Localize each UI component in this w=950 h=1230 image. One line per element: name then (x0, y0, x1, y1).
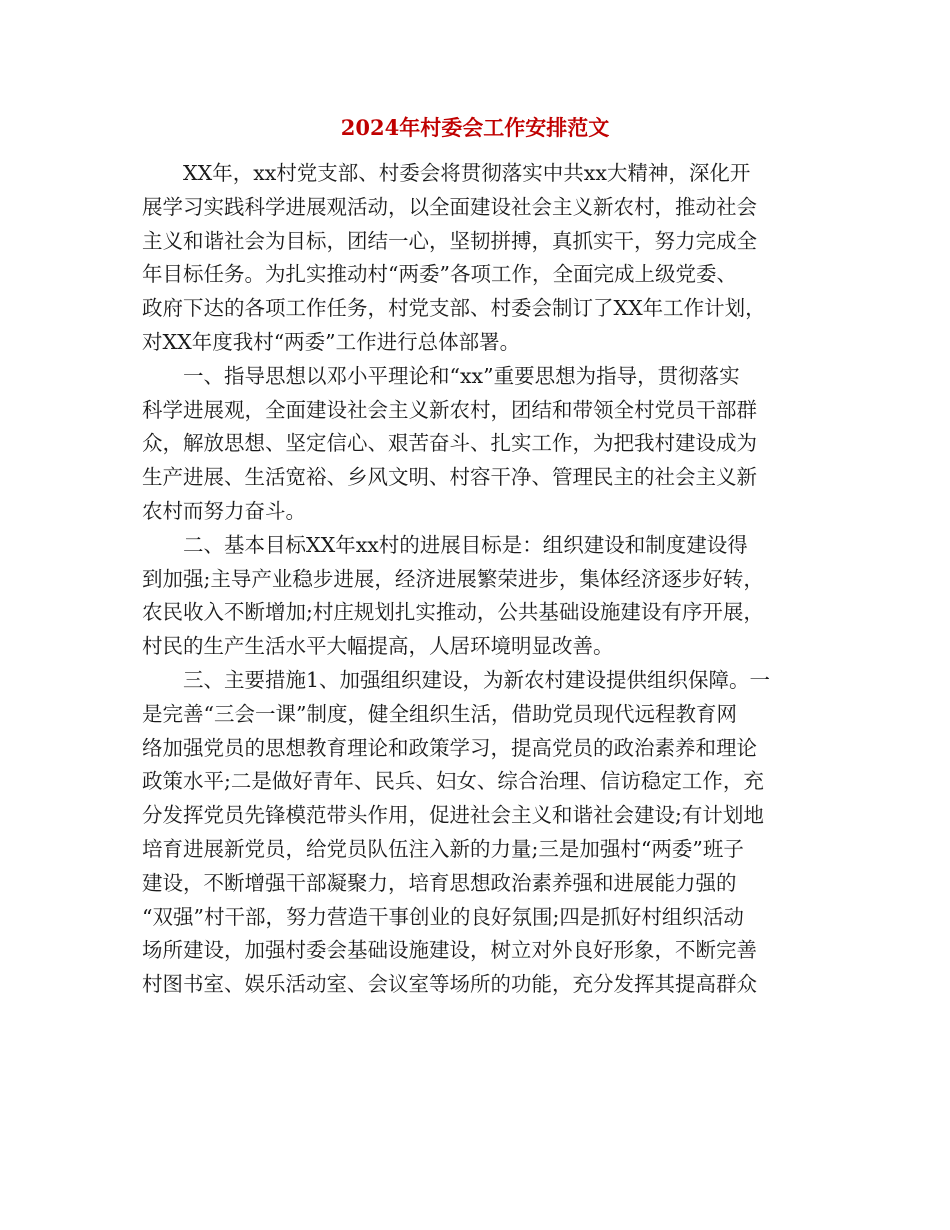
text-line: 众，解放思想、坚定信心、艰苦奋斗、扎实工作，为把我村建设成为 (142, 431, 757, 456)
text-line: 政策水平;二是做好青年、民兵、妇女、综合治理、信访稳定工作，充 (142, 769, 764, 794)
text-line: 一、指导思想以邓小平理论和“xx”重要思想为指导，贯彻落实 (183, 363, 740, 388)
text-line: 场所建设，加强村委会基础设施建设，树立对外良好形象，不断完善 (142, 938, 757, 963)
paragraph-main-measures (142, 664, 810, 1002)
text-line: 对XX年度我村“两委”工作进行总体部署。 (142, 329, 521, 354)
paragraph-basic-goals (142, 529, 810, 664)
document-title: 2024年村委会工作安排范文 (340, 115, 610, 140)
text-line: XX年，xx村党支部、村委会将贯彻落实中共xx大精神，深化开 (183, 161, 751, 185)
text-line: 村民的生产生活水平大幅提高，人居环境明显改善。 (142, 634, 614, 659)
text-line: “双强”村干部，努力营造干事创业的良好氛围;四是抓好村组织活动 (142, 904, 744, 929)
text-line: 是完善“三会一课”制度，健全组织生活，借助党员现代远程教育网 (142, 701, 737, 726)
text-line: 分发挥党员先锋模范带头作用，促进社会主义和谐社会建设;有计划地 (142, 803, 764, 828)
paragraph-guiding-ideology (142, 360, 810, 529)
text-line: 科学进展观，全面建设社会主义新农村，团结和带领全村党员干部群 (142, 397, 757, 422)
text-line: 培育进展新党员，给党员队伍注入新的力量;三是加强村“两委”班子 (142, 836, 744, 861)
text-line: 主义和谐社会为目标，团结一心，坚韧拼搏，真抓实干，努力完成全 (142, 228, 757, 253)
document-body (142, 157, 810, 1002)
text-line: 政府下达的各项工作任务，村党支部、村委会制订了XX年工作计划， (142, 296, 766, 321)
text-line: 络加强党员的思想教育理论和政策学习，提高党员的政治素养和理论 (142, 735, 757, 760)
text-line: 三、主要措施1、加强组织建设，为新农村建设提供组织保障。一 (183, 667, 771, 692)
text-line: 农村而努力奋斗。 (142, 498, 306, 523)
text-line: 二、基本目标XX年xx村的进展目标是：组织建设和制度建设得 (183, 532, 748, 557)
text-line: 到加强;主导产业稳步进展，经济进展繁荣进步，集体经济逐步好转， (142, 566, 764, 591)
paragraph-intro (142, 157, 810, 360)
text-line: 农民收入不断增加;村庄规划扎实推动，公共基础设施建设有序开展， (142, 600, 764, 625)
text-line: 生产进展、生活宽裕、乡风文明、村容干净、管理民主的社会主义新 (142, 465, 757, 490)
text-line: 展学习实践科学进展观活动，以全面建设社会主义新农村，推动社会 (142, 194, 757, 219)
text-line: 建设，不断增强干部凝聚力，培育思想政治素养强和进展能力强的 (142, 870, 737, 895)
text-line: 年目标任务。为扎实推动村“两委”各项工作，全面完成上级党委、 (142, 262, 737, 287)
text-line: 村图书室、娱乐活动室、会议室等场所的功能，充分发挥其提高群众 (142, 972, 757, 997)
